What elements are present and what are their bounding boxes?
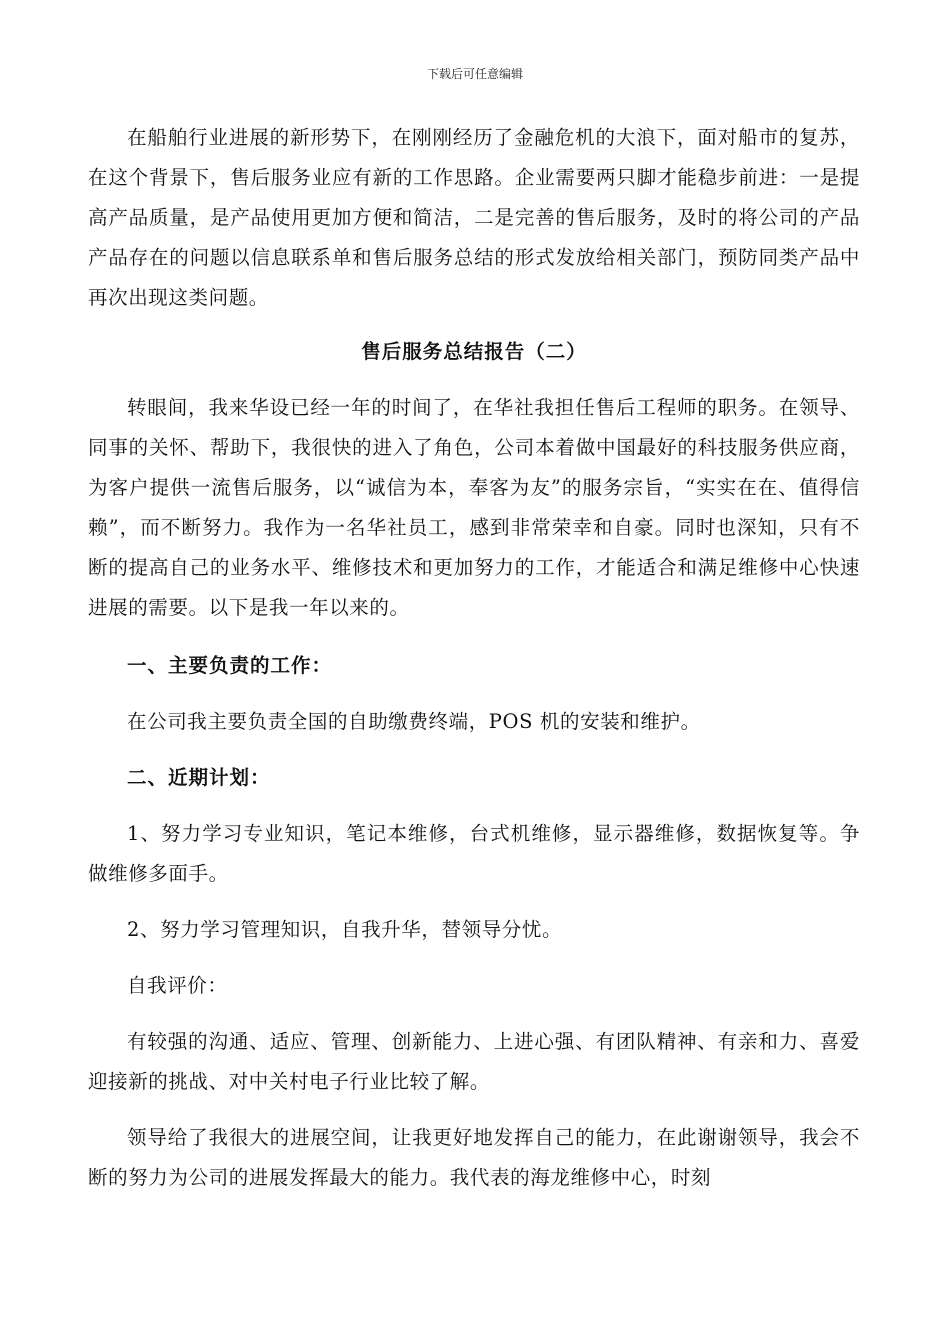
- paragraph-self-evaluation: 有较强的沟通、适应、管理、创新能力、上进心强、有团队精神、有亲和力、喜爱迎接新的挑战、对中关村电子行业比较了解。: [88, 1030, 860, 1093]
- paragraph-plan-2: 2、努力学习管理知识，自我升华，替领导分忧。: [127, 918, 563, 941]
- paragraph-duties: 在公司我主要负责全国的自助缴费终端，POS 机的安装和维护。: [127, 710, 701, 733]
- paragraph-overview: 转眼间，我来华设已经一年的时间了，在华社我担任售后工程师的职务。在领导、同事的关怀、帮助下，我很快的进入了角色，公司本着做中国最好的科技服务供应商，为客户提供一流售后服务，以“诚信为本，奉客为友”的服务宗旨，“实实在在、值得信赖”，而不断努力。我作为一名华社员工，感到非常荣幸和自豪。同时也深知，只有不断的提高自己的业务水平、维修技术和更加努力的工作，才能适合和满足维修中心快速进展的需要。以下是我一年以来的。: [88, 396, 860, 619]
- paragraph-closing: 领导给了我很大的进展空间，让我更好地发挥自己的能力，在此谢谢领导，我会不断的努力为公司的进展发挥最大的能力。我代表的海龙维修中心，时刻: [88, 1126, 860, 1189]
- paragraph-intro: 在船舶行业进展的新形势下，在刚刚经历了金融危机的大浪下，面对船市的复苏，在这个背景下，售后服务业应有新的工作思路。企业需要两只脚才能稳步前进：一是提高产品质量，是产品使用更加方便和简洁，二是完善的售后服务，及时的将公司的产品产品存在的问题以信息联系单和售后服务总结的形式发放给相关部门，预防同类产品中再次出现这类问题。: [88, 126, 860, 309]
- heading-near-term-plan: 二、近期计划：: [127, 766, 271, 789]
- paragraph-self-evaluation-label: 自我评价：: [127, 974, 228, 997]
- section-title: 售后服务总结报告（二）: [361, 340, 587, 363]
- header-note: 下载后可任意编辑: [426, 67, 523, 81]
- paragraph-plan-1: 1、努力学习专业知识，笔记本维修，台式机维修，显示器维修，数据恢复等。争做维修多面手。: [88, 822, 860, 885]
- heading-main-duties: 一、主要负责的工作：: [127, 654, 333, 677]
- document-body: [88, 118, 860, 1198]
